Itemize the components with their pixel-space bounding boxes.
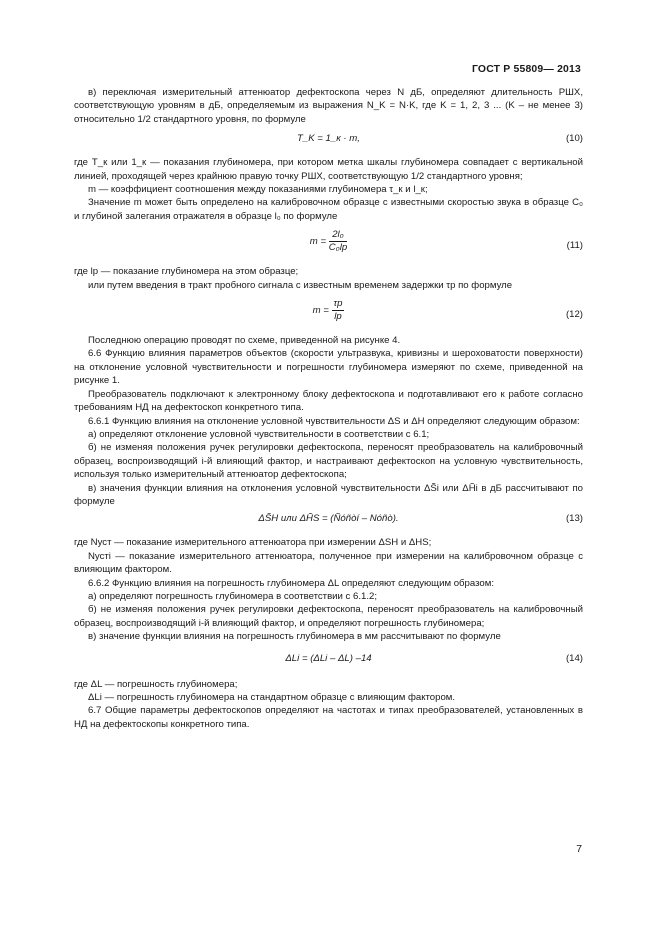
page-number: 7 <box>576 844 582 855</box>
paragraph-or-delay: или путем введения в тракт пробного сигнала с известным временем задержки τр по формуле <box>88 279 513 291</box>
formula-13 <box>74 512 583 530</box>
section-6-6-1-b: б) не изменяя положения ручек регулировки дефектоскопа, переносят преобразователь на калибровочный образец, воспроизводящий i-й влияющий фактор, и настраивают дефектоскоп на условную чувствительность, используя только измерительный аттенюатор дефектоскопа; <box>74 442 583 481</box>
body-text <box>74 86 583 731</box>
where-T-definition: где T_к или 1_к — показания глубиномера, при котором метка шкалы глубиномера совпадает с вертикальной линией, проходящей через крайнюю правую точку РШХ, соответствующую 1/2 стандартного уровня; <box>74 157 583 182</box>
where-m-definition: m — коэффициент соотношения между показаниями глубиномера τ_к и l_к; <box>88 184 428 196</box>
formula-12-numerator: τр <box>333 298 343 310</box>
formula-10 <box>74 132 583 150</box>
formula-10-number: (10) <box>565 133 583 145</box>
section-6-6-2-a: а) определяют погрешность глубиномера в соответствии с 6.1.2; <box>88 590 378 602</box>
formula-13-expression: ΔS̃Н или ΔH̃S = (Ñóñòí – Nóñò). <box>258 513 399 525</box>
standard-code-header: ГОСТ Р 55809— 2013 <box>471 64 581 75</box>
formula-14-expression: ΔLi = (ΔLi – ΔL) –14 <box>285 652 372 664</box>
paragraph-m-value: Значение m может быть определено на калибровочном образце с известными скоростью звука в образце C₀ и глубиной залегания отражателя в образце l₀ по формуле <box>74 197 583 222</box>
paragraph-last-operation: Последнюю операцию проводят по схеме, приведенной на рисунке 4. <box>88 335 401 347</box>
section-6-7: 6.7 Общие параметры дефектоскопов определяют на частотах и типах преобразователей, установленных в НД на дефектоскопы конкретного типа. <box>74 705 583 730</box>
section-6-6-1-a: а) определяют отклонение условной чувствительности в соответствии с 6.1; <box>88 428 430 440</box>
paragraph-v: в) переключая измерительный аттенюатор дефектоскопа через N дБ, определяют длительность РШХ, соответствующую уровням в дБ, определяемым из выражения N_K = N·K, где K = 1, 2, 3 ... (K – не менее 3) относительно 1/2 стандартного уровня, по формуле <box>74 87 583 125</box>
formula-12-number: (12) <box>565 309 583 321</box>
formula-11-denominator: C₀lр <box>328 242 348 254</box>
formula-12 <box>74 294 583 330</box>
section-6-6-1-v: в) значения функции влияния на отклонения условной чувствительности ΔS̃i или ΔH̃i в дБ рассчитывают по формуле <box>74 482 583 507</box>
formula-11-numerator: 2l₀ <box>329 229 347 242</box>
section-6-6: 6.6 Функцию влияния параметров объектов (скорости ультразвука, кривизны и шероховатости поверхности) на отклонение условной чувствительности и погрешности глубиномера измеряют по схеме, приведенной на рисунке 1. <box>74 348 583 387</box>
section-6-6-2-b: б) не изменяя положения ручек регулировки дефектоскопа, переносят преобразователь на калибровочный образец, воспроизводящий i-й влияющий фактор, и определяют погрешность глубиномера; <box>74 604 583 629</box>
formula-11-number: (11) <box>566 240 583 252</box>
formula-14 <box>74 652 583 670</box>
section-6-6-2-v: в) значение функции влияния на погрешность глубиномера в мм рассчитывают по формуле <box>88 631 501 643</box>
formula-14-number: (14) <box>565 652 583 664</box>
formula-11 <box>74 225 583 261</box>
formula-12-lhs: m = <box>312 305 329 317</box>
formula-10-expression: T_K = 1_к · m, <box>297 133 360 145</box>
formula-13-number: (13) <box>565 513 583 525</box>
where-L-definition: где ΔL — погрешность глубиномера; <box>74 678 238 690</box>
where-N-definition: где Nуст — показание измерительного аттенюатора при измерении ΔSН и ΔHS; <box>74 537 432 549</box>
formula-11-lhs: m = <box>309 236 327 248</box>
paragraph-converter: Преобразователь подключают к электронному блоку дефектоскопа и подготавливают его к работе согласно требованиям НД на дефектоскоп конкретного типа. <box>74 388 583 414</box>
formula-12-denominator: lр <box>334 311 342 323</box>
section-6-6-2: 6.6.2 Функцию влияния на погрешность глубиномера ΔL определяют следующим образом: <box>88 577 494 589</box>
where-lp-definition: где lр — показание глубиномера на этом образце; <box>74 266 299 278</box>
section-6-6-1: 6.6.1 Функцию влияния на отклонение условной чувствительности ΔS и ΔH определяют следующим образом: <box>88 415 580 427</box>
where-Ni-definition: Nустi — показание измерительного аттенюатора, полученное при измерении на калибровочном образце с влияющим фактором. <box>74 550 583 576</box>
where-Li-definition: ΔLi — погрешность глубиномера на стандартном образце с влияющим фактором. <box>88 692 456 703</box>
